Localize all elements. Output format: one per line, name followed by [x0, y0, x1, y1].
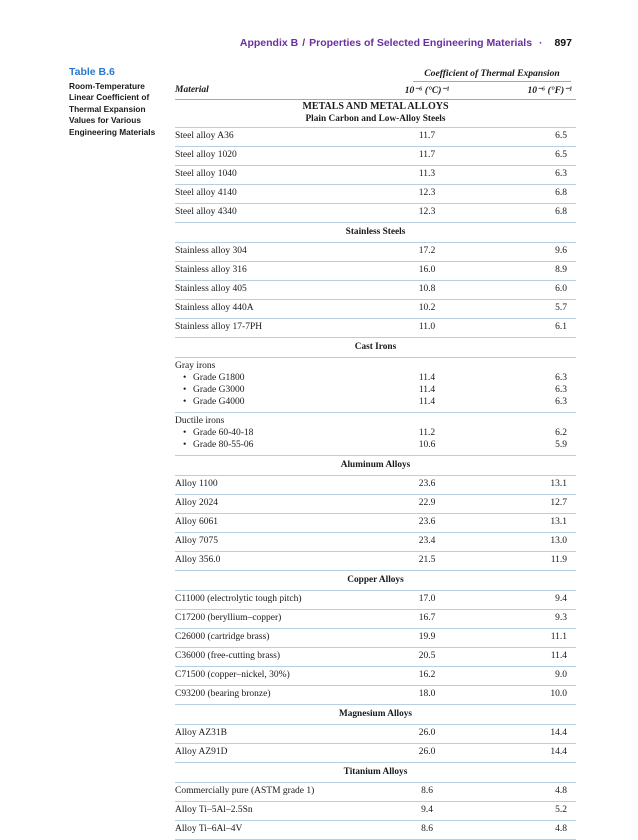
celsius-value: 16.0: [418, 265, 436, 275]
table-row: [175, 243, 576, 262]
table-caption: [69, 66, 169, 138]
material-column-header: Material: [175, 85, 209, 95]
celsius-value: 10.6: [418, 440, 436, 450]
fahrenheit-value: 5.9: [555, 440, 567, 450]
material-name: Steel alloy 4340: [175, 207, 237, 217]
caption-line: Room-Temperature: [69, 81, 145, 91]
table-row: [175, 281, 576, 300]
material-group: [175, 358, 576, 413]
table-row: [175, 385, 576, 397]
celsius-value: 11.0: [418, 322, 436, 332]
fahrenheit-value: 8.9: [555, 265, 567, 275]
celsius-value: 23.4: [418, 536, 436, 546]
table-row: [175, 783, 576, 802]
material-name: Alloy Ti–6Al–4V: [175, 824, 243, 834]
table-row: [175, 648, 576, 667]
material-name: [183, 428, 253, 438]
table-row: [175, 533, 576, 552]
fahrenheit-value: 12.7: [550, 498, 567, 508]
grade-label: Grade G4000: [193, 397, 245, 407]
fahrenheit-value: 6.8: [555, 207, 567, 217]
celsius-value: 22.9: [418, 498, 436, 508]
material-name: [183, 373, 244, 383]
material-name: Alloy 2024: [175, 498, 219, 508]
fahrenheit-value: 11.1: [550, 632, 567, 642]
material-name: C36000 (free-cutting brass): [175, 651, 280, 661]
table-row: [175, 629, 576, 648]
material-name: C11000 (electrolytic tough pitch): [175, 594, 302, 604]
column-group-header: [175, 66, 576, 83]
fahrenheit-value: 10.0: [550, 689, 567, 699]
fahrenheit-value: 9.4: [555, 594, 567, 604]
celsius-value: 10.8: [418, 284, 436, 294]
material-name: C26000 (cartridge brass): [175, 632, 270, 642]
celsius-value: 17.0: [418, 594, 436, 604]
grade-label: Grade G1800: [193, 373, 245, 383]
material-name: Alloy 356.0: [175, 555, 221, 565]
copper-rows: [175, 591, 576, 705]
celsius-value: 11.4: [418, 397, 436, 407]
section-heading-magnesium: Magnesium Alloys: [175, 705, 576, 725]
material-name: C93200 (bearing bronze): [175, 689, 271, 699]
material-name: Alloy Ti–5Al–2.5Sn: [175, 805, 253, 815]
material-name: Steel alloy A36: [175, 131, 234, 141]
table-row: [175, 319, 576, 338]
section-heading-copper: Copper Alloys: [175, 571, 576, 591]
table-row: [175, 128, 576, 147]
fahrenheit-value: 6.0: [555, 284, 567, 294]
fahrenheit-value: 4.8: [555, 824, 567, 834]
table-row: [175, 495, 576, 514]
table-row: [175, 204, 576, 223]
fahrenheit-value: 5.2: [555, 805, 567, 815]
caption-line: Linear Coefficient of: [69, 92, 150, 103]
table-row: [175, 262, 576, 281]
running-header: [0, 37, 572, 49]
celsius-value: 26.0: [418, 747, 436, 757]
material-name: [183, 397, 244, 407]
celsius-value: 17.2: [418, 246, 436, 256]
fahrenheit-value: 14.4: [550, 747, 567, 757]
celsius-value: 16.7: [418, 613, 436, 623]
subsection-title: Plain Carbon and Low-Alloy Steels: [305, 114, 446, 124]
group-rule: [413, 81, 571, 82]
fahrenheit-column-header: 10⁻⁶ (°F)⁻¹: [527, 86, 572, 96]
caption-line: Engineering Materials: [69, 126, 156, 137]
celsius-value: 23.6: [418, 479, 436, 489]
material-name: Alloy 6061: [175, 517, 219, 527]
table-row: [175, 300, 576, 319]
celsius-value: 10.2: [418, 303, 436, 313]
bullet-icon: •: [183, 373, 187, 383]
grade-label: Grade G3000: [193, 385, 245, 395]
celsius-value: 12.3: [418, 207, 436, 217]
table-row: [175, 397, 576, 409]
fahrenheit-value: 6.5: [555, 150, 567, 160]
bullet-icon: •: [183, 428, 187, 438]
material-name: Commercially pure (ASTM grade 1): [175, 786, 315, 796]
celsius-value: 12.3: [418, 188, 436, 198]
grade-label: Grade 60-40-18: [193, 428, 254, 438]
page-number: 897: [554, 37, 572, 49]
celsius-value: 23.6: [418, 517, 436, 527]
fahrenheit-value: 6.3: [555, 373, 567, 383]
cast-iron-groups: [175, 358, 576, 456]
table-row: [175, 610, 576, 629]
celsius-value: 11.3: [418, 169, 436, 179]
material-name: Stainless alloy 316: [175, 265, 247, 275]
section-heading-metals: [175, 100, 576, 128]
fahrenheit-value: 13.0: [550, 536, 567, 546]
table-row: [175, 373, 576, 385]
celsius-value: 11.2: [418, 428, 436, 438]
grade-label: Grade 80-55-06: [193, 440, 254, 450]
bullet-icon: •: [183, 397, 187, 407]
fahrenheit-value: 6.3: [555, 385, 567, 395]
fahrenheit-value: 6.3: [555, 169, 567, 179]
thermal-expansion-table: [175, 66, 576, 840]
material-name: Alloy AZ91D: [175, 747, 228, 757]
titanium-rows: [175, 783, 576, 840]
celsius-value: 18.0: [418, 689, 436, 699]
material-name: C17200 (beryllium–copper): [175, 613, 282, 623]
material-name: Stainless alloy 405: [175, 284, 247, 294]
section-title: METALS AND METAL ALLOYS: [302, 101, 449, 112]
celsius-value: 8.6: [421, 824, 433, 834]
appendix-label: Appendix B: [239, 37, 299, 49]
header-dot: ·: [538, 37, 543, 49]
celsius-value: 11.4: [418, 373, 436, 383]
table-row: [175, 744, 576, 763]
celsius-value: 26.0: [418, 728, 436, 738]
caption-line: Thermal Expansion: [69, 103, 146, 114]
fahrenheit-value: 4.8: [555, 786, 567, 796]
celsius-value: 20.5: [418, 651, 436, 661]
bullet-icon: •: [183, 385, 187, 395]
celsius-value: 11.7: [418, 150, 436, 160]
table-row: [175, 821, 576, 840]
table-number: Table B.6: [69, 66, 115, 78]
table-row: [175, 440, 576, 452]
celsius-value: 11.4: [418, 385, 436, 395]
material-name: Alloy 7075: [175, 536, 219, 546]
fahrenheit-value: 9.0: [555, 670, 567, 680]
material-name: Steel alloy 1040: [175, 169, 237, 179]
fahrenheit-value: 6.8: [555, 188, 567, 198]
material-name: Stainless alloy 440A: [175, 303, 254, 313]
material-group: [175, 413, 576, 456]
material-name: [183, 385, 244, 395]
table-row: [175, 591, 576, 610]
table-row: [175, 552, 576, 571]
celsius-value: 21.5: [418, 555, 436, 565]
caption-line: Values for Various: [69, 115, 141, 126]
table-row: [175, 802, 576, 821]
header-separator: /: [302, 37, 306, 49]
fahrenheit-value: 11.4: [550, 651, 567, 661]
section-heading-titanium: Titanium Alloys: [175, 763, 576, 783]
table-row: [175, 166, 576, 185]
appendix-title: Properties of Selected Engineering Materials: [309, 37, 533, 49]
stainless-rows: [175, 243, 576, 338]
fahrenheit-value: 6.1: [555, 322, 567, 332]
fahrenheit-value: 11.9: [550, 555, 567, 565]
celsius-value: 8.6: [421, 786, 433, 796]
fahrenheit-value: 5.7: [555, 303, 567, 313]
magnesium-rows: [175, 725, 576, 763]
section-heading-cast-irons: Cast Irons: [175, 338, 576, 358]
fahrenheit-value: 6.2: [555, 428, 567, 438]
group-name: Ductile irons: [175, 416, 225, 426]
aluminum-rows: [175, 476, 576, 571]
fahrenheit-value: 6.5: [555, 131, 567, 141]
fahrenheit-value: 6.3: [555, 397, 567, 407]
material-name: Steel alloy 1020: [175, 150, 237, 160]
material-name: Alloy AZ31B: [175, 728, 227, 738]
celsius-value: 16.2: [418, 670, 436, 680]
group-name: Gray irons: [175, 361, 216, 371]
section-heading-aluminum: Aluminum Alloys: [175, 456, 576, 476]
celsius-value: 19.9: [418, 632, 436, 642]
material-name: Steel alloy 4140: [175, 188, 237, 198]
fahrenheit-value: 13.1: [550, 479, 567, 489]
section-heading-stainless: Stainless Steels: [175, 223, 576, 243]
fahrenheit-value: 14.4: [550, 728, 567, 738]
material-name: [183, 440, 253, 450]
fahrenheit-value: 13.1: [550, 517, 567, 527]
group-heading-line: [175, 361, 576, 373]
celsius-column-header: 10⁻⁶ (°C)⁻¹: [404, 86, 450, 96]
column-header-row: [175, 83, 576, 100]
celsius-value: 9.4: [421, 805, 433, 815]
plain-carbon-rows: [175, 128, 576, 223]
table-row: [175, 725, 576, 744]
bullet-icon: •: [183, 440, 187, 450]
table-row: [175, 428, 576, 440]
coefficient-group-label: Coefficient of Thermal Expansion: [424, 68, 560, 79]
material-name: Stainless alloy 304: [175, 246, 247, 256]
table-row: [175, 514, 576, 533]
fahrenheit-value: 9.6: [555, 246, 567, 256]
table-row: [175, 147, 576, 166]
table-row: [175, 667, 576, 686]
material-name: Stainless alloy 17-7PH: [175, 322, 263, 332]
celsius-value: 11.7: [418, 131, 436, 141]
table-row: [175, 185, 576, 204]
material-name: Alloy 1100: [175, 479, 218, 489]
table-row: [175, 476, 576, 495]
group-heading-line: [175, 416, 576, 428]
fahrenheit-value: 9.3: [555, 613, 567, 623]
table-row: [175, 686, 576, 705]
table-caption-text: [69, 81, 169, 138]
material-name: C71500 (copper–nickel, 30%): [175, 670, 290, 680]
